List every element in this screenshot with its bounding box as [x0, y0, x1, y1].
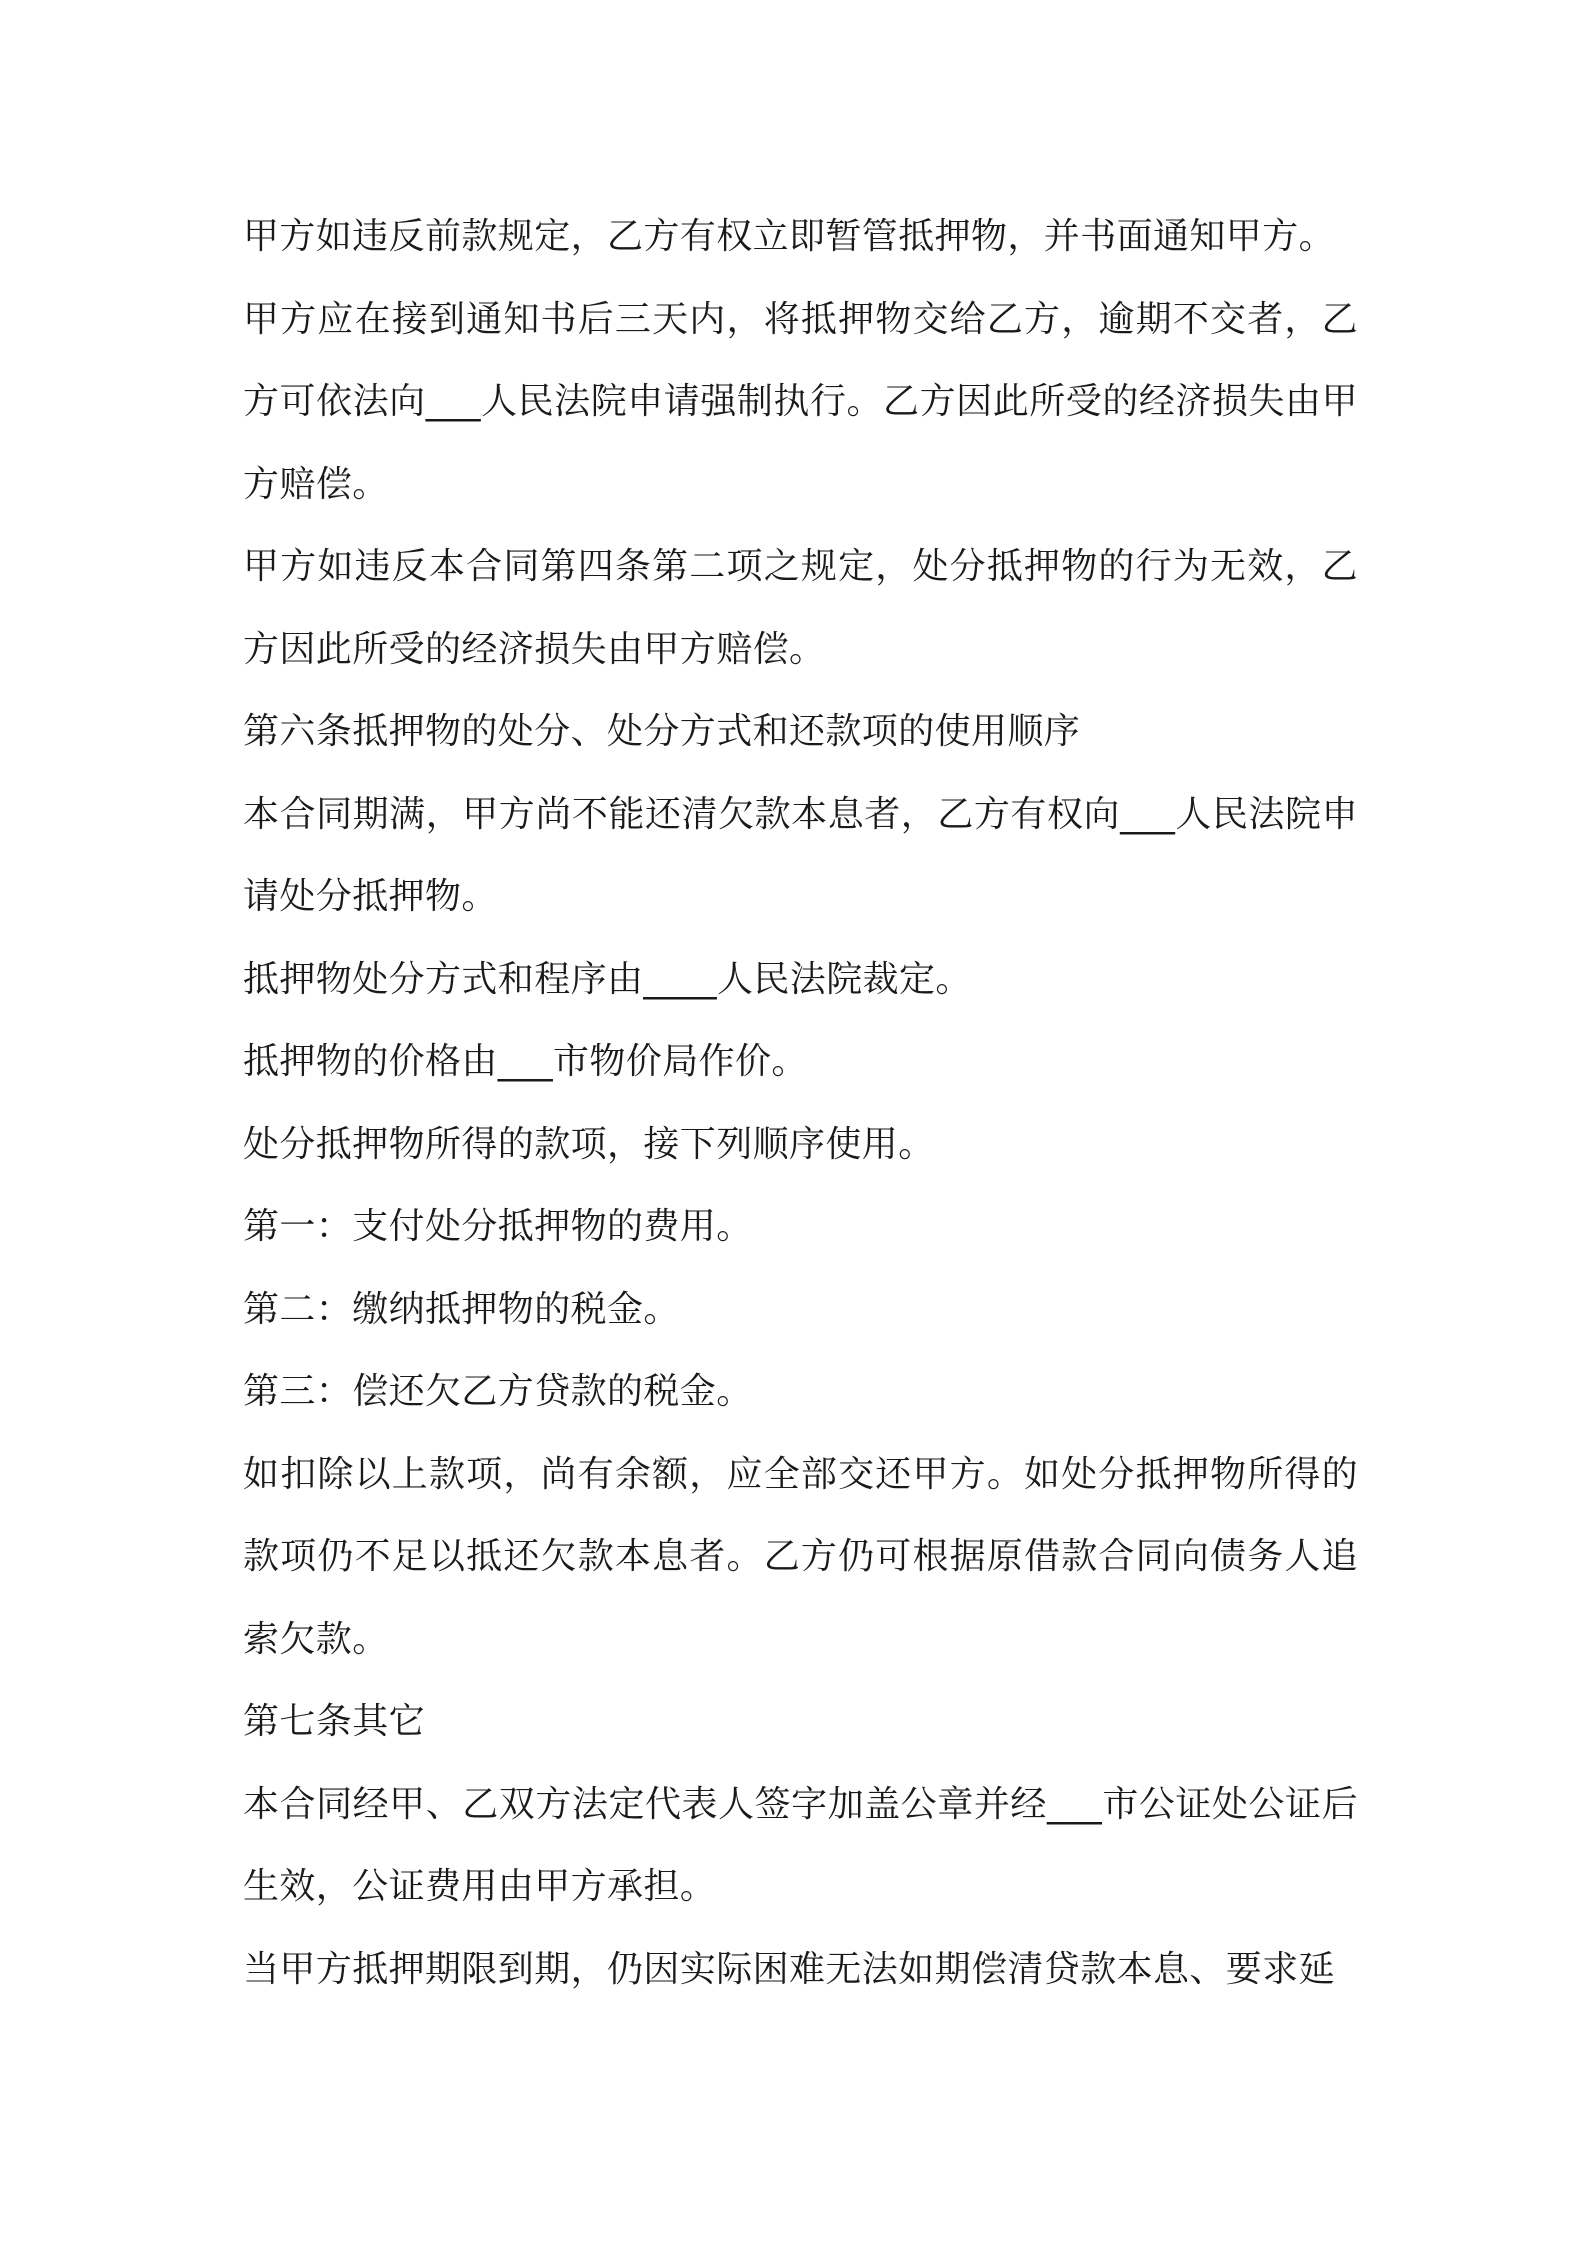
article-seven-heading: 第七条其它: [243, 1701, 426, 1742]
list-item-second: 第二：缴纳抵押物的税金。: [243, 1288, 680, 1330]
paragraph-effectiveness: 本合同经甲、乙双方法定代表人签字加盖公章并经___市公证处公证后生效，公证费用由甲方承担。: [243, 1783, 1358, 1907]
paragraph-pricing: 抵押物的价格由___市物价局作价。: [243, 1041, 808, 1082]
document-body: [243, 196, 1358, 2011]
paragraph-breach-custody: 甲方如违反前款规定，乙方有权立即暂管抵押物，并书面通知甲方。: [243, 216, 1336, 257]
paragraph-invalid-disposal: 甲方如违反本合同第四条第二项之规定，处分抵押物的行为无效，乙方因此所受的经济损失由甲方赔偿。: [243, 546, 1358, 670]
list-item-first: 第一：支付处分抵押物的费用。: [243, 1206, 753, 1247]
paragraph-delivery-enforcement: 甲方应在接到通知书后三天内，将抵押物交给乙方，逾期不交者，乙方可依法向___人民法院申请强制执行。乙方因此所受的经济损失由甲方赔偿。: [243, 298, 1358, 505]
paragraph-remainder: 如扣除以上款项，尚有余额，应全部交还甲方。如处分抵押物所得的款项仍不足以抵还欠款本息者。乙方仍可根据原借款合同向债务人追索欠款。: [243, 1453, 1358, 1660]
paragraph-extension: 当甲方抵押期限到期，仍因实际困难无法如期偿清贷款本息、要求延: [243, 1948, 1336, 1990]
paragraph-court-disposal: 本合同期满，甲方尚不能还清欠款本息者，乙方有权向___人民法院申请处分抵押物。: [243, 793, 1358, 917]
paragraph-disposal-method: 抵押物处分方式和程序由____人民法院裁定。: [243, 958, 972, 1000]
paragraph-usage-order: 处分抵押物所得的款项，接下列顺序使用。: [243, 1123, 935, 1165]
list-item-third: 第三：偿还欠乙方贷款的税金。: [243, 1371, 753, 1412]
article-six-heading: 第六条抵押物的处分、处分方式和还款项的使用顺序: [243, 711, 1081, 752]
